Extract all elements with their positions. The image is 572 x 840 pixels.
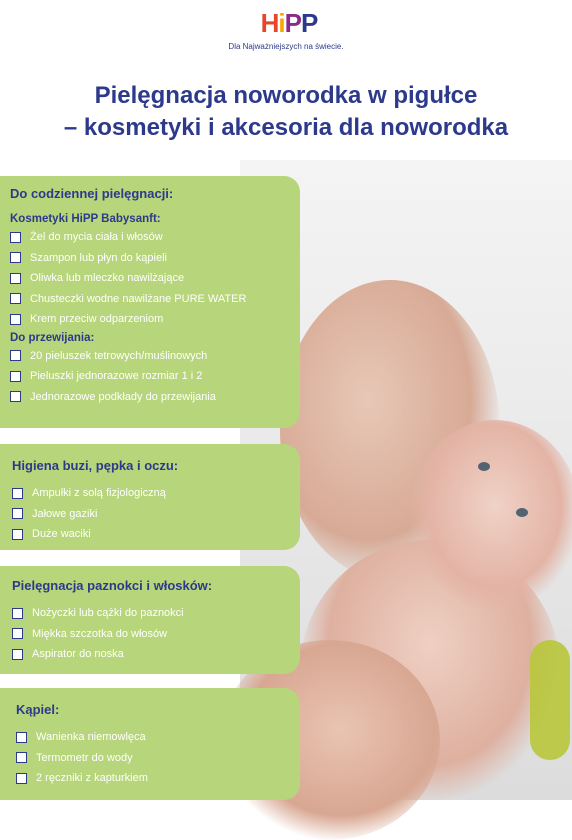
section-heading: Higiena buzi, pępka i oczu: xyxy=(12,458,179,473)
item-label: 20 pieluszek tetrowych/muślinowych xyxy=(30,349,208,362)
checklist-item[interactable] xyxy=(10,387,300,408)
checklist-item[interactable] xyxy=(12,644,300,665)
checkbox[interactable] xyxy=(10,371,21,382)
checklist-item[interactable] xyxy=(12,624,300,645)
checklist-item[interactable] xyxy=(10,268,300,289)
checkbox[interactable] xyxy=(12,488,23,499)
title-line-1: Pielęgnacja noworodka w pigułce xyxy=(94,82,478,109)
section-heading: Do codziennej pielęgnacji: xyxy=(10,186,174,201)
checkbox[interactable] xyxy=(16,752,27,763)
subheading-cosmetics: Kosmetyki HiPP Babysanft: xyxy=(10,213,161,225)
checklist-item[interactable] xyxy=(10,227,300,248)
title-line-2: – kosmetyki i akcesoria dla noworodka xyxy=(63,114,509,141)
hipp-logo: HiPP xyxy=(260,8,318,38)
checkbox[interactable] xyxy=(10,293,21,304)
checkbox[interactable] xyxy=(10,391,21,402)
checklist-item[interactable] xyxy=(10,346,300,367)
bath-box xyxy=(0,688,300,800)
checkbox[interactable] xyxy=(16,773,27,784)
page-title xyxy=(20,80,552,144)
checklist-item[interactable] xyxy=(10,248,300,269)
daily-care-box xyxy=(0,176,300,428)
item-label: Jednorazowe podkłady do przewijania xyxy=(30,390,216,403)
checklist-item[interactable] xyxy=(12,524,300,545)
checklist-item[interactable] xyxy=(16,768,300,789)
checkbox[interactable] xyxy=(16,732,27,743)
checklist-item[interactable] xyxy=(12,504,300,525)
item-label: Szampon lub płyn do kąpieli xyxy=(30,251,167,264)
item-label: Wanienka niemowlęca xyxy=(36,731,146,744)
checklist-item[interactable] xyxy=(10,309,300,330)
checklist-item[interactable] xyxy=(16,727,300,748)
item-label: Żel do mycia ciała i włosów xyxy=(30,231,163,244)
checkbox[interactable] xyxy=(12,608,23,619)
baby-eye-left xyxy=(478,462,490,471)
hygiene-box xyxy=(0,444,300,550)
checkbox[interactable] xyxy=(10,314,21,325)
item-label: Krem przeciw odparzeniom xyxy=(30,313,164,326)
baby-eye-right xyxy=(516,508,528,517)
item-label: Duże waciki xyxy=(32,528,91,541)
item-label: Ampułki z solą fizjologiczną xyxy=(32,487,166,500)
checkbox[interactable] xyxy=(12,529,23,540)
checklist-item[interactable] xyxy=(10,366,300,387)
checkbox[interactable] xyxy=(10,252,21,263)
item-label: Miękka szczotka do włosów xyxy=(32,627,168,640)
checkbox[interactable] xyxy=(12,628,23,639)
bath-toy xyxy=(530,640,570,760)
nails-hair-box xyxy=(0,566,300,674)
item-label: Jałowe gaziki xyxy=(32,507,98,520)
item-label: Aspirator do noska xyxy=(32,648,124,661)
checklist-item[interactable] xyxy=(10,289,300,310)
checklist-item[interactable] xyxy=(12,483,300,504)
subheading-changing: Do przewijania: xyxy=(10,331,95,344)
checkbox[interactable] xyxy=(12,508,23,519)
checkbox[interactable] xyxy=(10,273,21,284)
section-heading: Kąpiel: xyxy=(16,702,60,717)
checkbox[interactable] xyxy=(12,649,23,660)
checklist-item[interactable] xyxy=(16,748,300,769)
item-label: Oliwka lub mleczko nawilżające xyxy=(30,272,185,285)
checkbox[interactable] xyxy=(10,232,21,243)
baby-head xyxy=(410,420,572,610)
item-label: Pieluszki jednorazowe rozmiar 1 i 2 xyxy=(30,370,203,383)
item-label: Chusteczki wodne nawilżane PURE WATER xyxy=(30,292,247,305)
item-label: Termometr do wody xyxy=(36,751,133,764)
item-label: Nożyczki lub cążki do paznokci xyxy=(32,607,184,620)
item-label: 2 ręczniki z kapturkiem xyxy=(36,772,148,785)
section-heading: Pielęgnacja paznokci i włosków: xyxy=(12,578,213,593)
checkbox[interactable] xyxy=(10,350,21,361)
tagline: Dla Najważniejszych na świecie. xyxy=(228,42,344,51)
checklist-item[interactable] xyxy=(12,603,300,624)
